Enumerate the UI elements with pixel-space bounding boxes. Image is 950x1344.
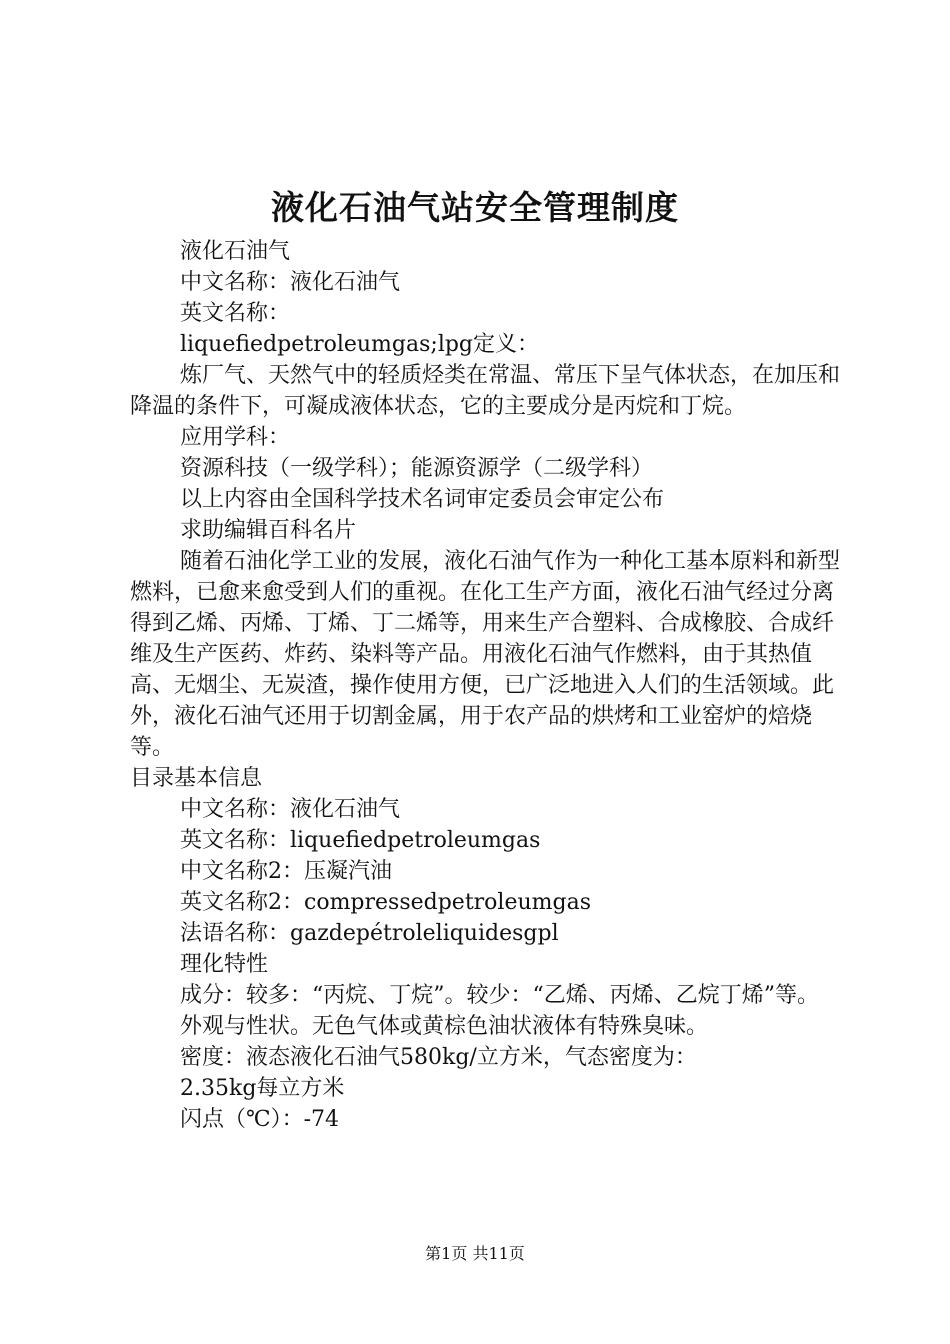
paragraph: 英文名称： bbox=[180, 301, 291, 326]
paragraph: 闪点（℃）：-74 bbox=[180, 1107, 340, 1132]
paragraph: 法语名称：gazdepétroleliquidesgpl bbox=[180, 921, 559, 946]
paragraph: 以上内容由全国科学技术名词审定委员会审定公布 bbox=[180, 487, 665, 512]
paragraph: liquefiedpetroleumgas;lpg定义： bbox=[180, 332, 540, 357]
paragraph: 应用学科： bbox=[180, 425, 291, 450]
paragraph: 求助编辑百科名片 bbox=[180, 518, 357, 543]
page-footer: 第1页 共11页 bbox=[425, 1244, 525, 1263]
paragraph: 中文名称：液化石油气 bbox=[180, 797, 401, 822]
paragraph: 资源科技（一级学科）；能源资源学（二级学科） bbox=[180, 456, 654, 481]
paragraph: 成分：较多：“丙烷、丁烷”。较少：“乙烯、丙烯、乙烷丁烯”等。 bbox=[180, 983, 819, 1008]
paragraph: 2.35kg每立方米 bbox=[180, 1076, 345, 1101]
paragraph: 密度：液态液化石油气580kg/立方米，气态密度为： bbox=[180, 1045, 697, 1070]
paragraph: 目录基本信息 bbox=[130, 766, 263, 791]
paragraph: 理化特性 bbox=[180, 952, 269, 977]
paragraph: 随着石油化学工业的发展，液化石油气作为一种化工基本原料和新型燃料，已愈来愈受到人们的重视。在化工生产方面，液化石油气经过分离得到乙烯、丙烯、丁烯、丁二烯等，用来生产合塑料、合成橡胶、合成纤维及生产医药、炸药、染料等产品。用液化石油气作燃料，由于其热值高、无烟尘、无炭渣，操作使用方便，已广泛地进入人们的生活领域。此外，液化石油气还用于切割金属，用于农产品的烘烤和工业窑炉的焙烧等。 bbox=[130, 549, 841, 760]
document-title: 液化石油气站安全管理制度 bbox=[271, 188, 679, 227]
document-body bbox=[130, 236, 850, 1135]
paragraph: 炼厂气、天然气中的轻质烃类在常温、常压下呈气体状态，在加压和降温的条件下，可凝成液体状态，它的主要成分是丙烷和丁烷。 bbox=[130, 363, 841, 419]
paragraph: 英文名称2：compressedpetroleumgas bbox=[180, 890, 592, 915]
paragraph: 外观与性状。无色气体或黄棕色油状液体有特殊臭味。 bbox=[180, 1014, 709, 1039]
paragraph: 中文名称：液化石油气 bbox=[180, 270, 401, 295]
paragraph: 中文名称2：压凝汽油 bbox=[180, 859, 392, 884]
paragraph: 液化石油气 bbox=[180, 239, 291, 264]
paragraph: 英文名称：liquefiedpetroleumgas bbox=[180, 828, 541, 853]
